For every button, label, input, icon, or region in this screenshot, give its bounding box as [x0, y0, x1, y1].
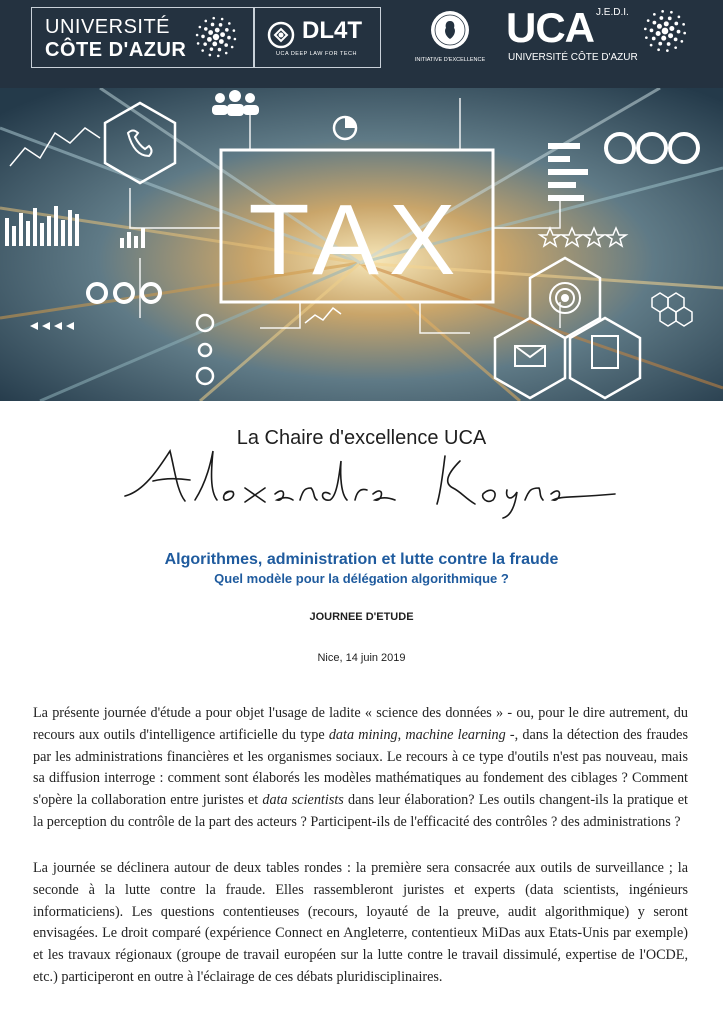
event-title: Algorithmes, administration et lutte contre la fraude [164, 551, 559, 568]
jedi-logo-superscript: J.E.D.I. [596, 7, 629, 18]
dot-sphere-icon [192, 13, 240, 61]
para1-text-2: , [397, 726, 406, 743]
header-bar [0, 0, 723, 88]
dot-sphere-icon [640, 6, 690, 56]
event-subtitle: Quel modèle pour la délégation algorithmique ? [214, 571, 509, 586]
uca-logo-line1: UNIVERSITÉ [45, 16, 171, 38]
investissements-davenir-seal-icon [430, 10, 470, 50]
event-type: JOURNEE D'ETUDE [309, 611, 414, 623]
term-machine-learning: machine learning [405, 726, 506, 743]
alexandre-koyre-signature [115, 436, 625, 526]
uca-logo-line2: CÔTE D'AZUR [45, 39, 187, 61]
tax-banner-image [0, 88, 723, 401]
circuit-globe-icon [266, 20, 296, 50]
para1-text-1: La présente journée d'étude a pour objet l'usage de ladite « science des données » - ou, pour le dire autrement, du recours aux outils d'intelligence artificielle du type [33, 705, 688, 743]
term-data-mining: data mining [328, 726, 398, 743]
event-place-date: Nice, 14 juin 2019 [317, 652, 406, 664]
dl4t-logo [253, 7, 381, 68]
intro-paragraph [33, 703, 688, 834]
banner-headline: TAX [248, 184, 466, 296]
program-paragraph: La journée se déclinera autour de deux tables rondes : la première sera consacrée aux outils de surveillance ; la seconde à la lutte contre la fraude. Elles rassembleront juristes et experts (data scientists, ingénieurs informaticiens). Les questions contentieuses (recours, loyauté de la preuve, audit algorithmique) y seront envisagées. Le droit comparé (expérience Connect en Angleterre, contentieux MiDas aux Etats-Unis par exemple) et les travaux régionaux (groupe de travail européen sur la lutte contre le travail dissimulé, expertise de l'OCDE, etc.) participeront en outre à l'éclairage de ces débats pluridisciplinaires. [33, 860, 688, 985]
dl4t-logo-name: DL4T [302, 17, 362, 44]
seal-caption: INITIATIVE D'EXCELLENCE [414, 57, 486, 63]
dl4t-logo-tagline: UCA DEEP LAW FOR TECH [276, 51, 357, 57]
para1-text-4: dans leur élaboration? Les outils changent-ils la pratique et la perception du contrôle de la part des acteurs ? Participent-ils de l'efficacité des contrôles ? des administrations ? [33, 792, 688, 830]
jedi-logo-name: UCA [506, 4, 594, 51]
para1-text-3: -, dans la détection des fraudes par les administrations financières et les organismes sociaux. Le recours à ce type d'outils n'est pas nouveau, mais sa diffusion interroge : comment sont élaborés les modèles mathématiques au fondement des ciblages ? Comment s'opère la collaboration entre juristes et [33, 726, 688, 809]
term-data-scientists: data scientists [262, 792, 344, 809]
universite-cote-dazur-logo [31, 7, 255, 68]
jedi-logo-subtitle: UNIVERSITÉ CÔTE D'AZUR [508, 52, 638, 63]
chaire-heading: La Chaire d'excellence UCA [236, 427, 487, 449]
